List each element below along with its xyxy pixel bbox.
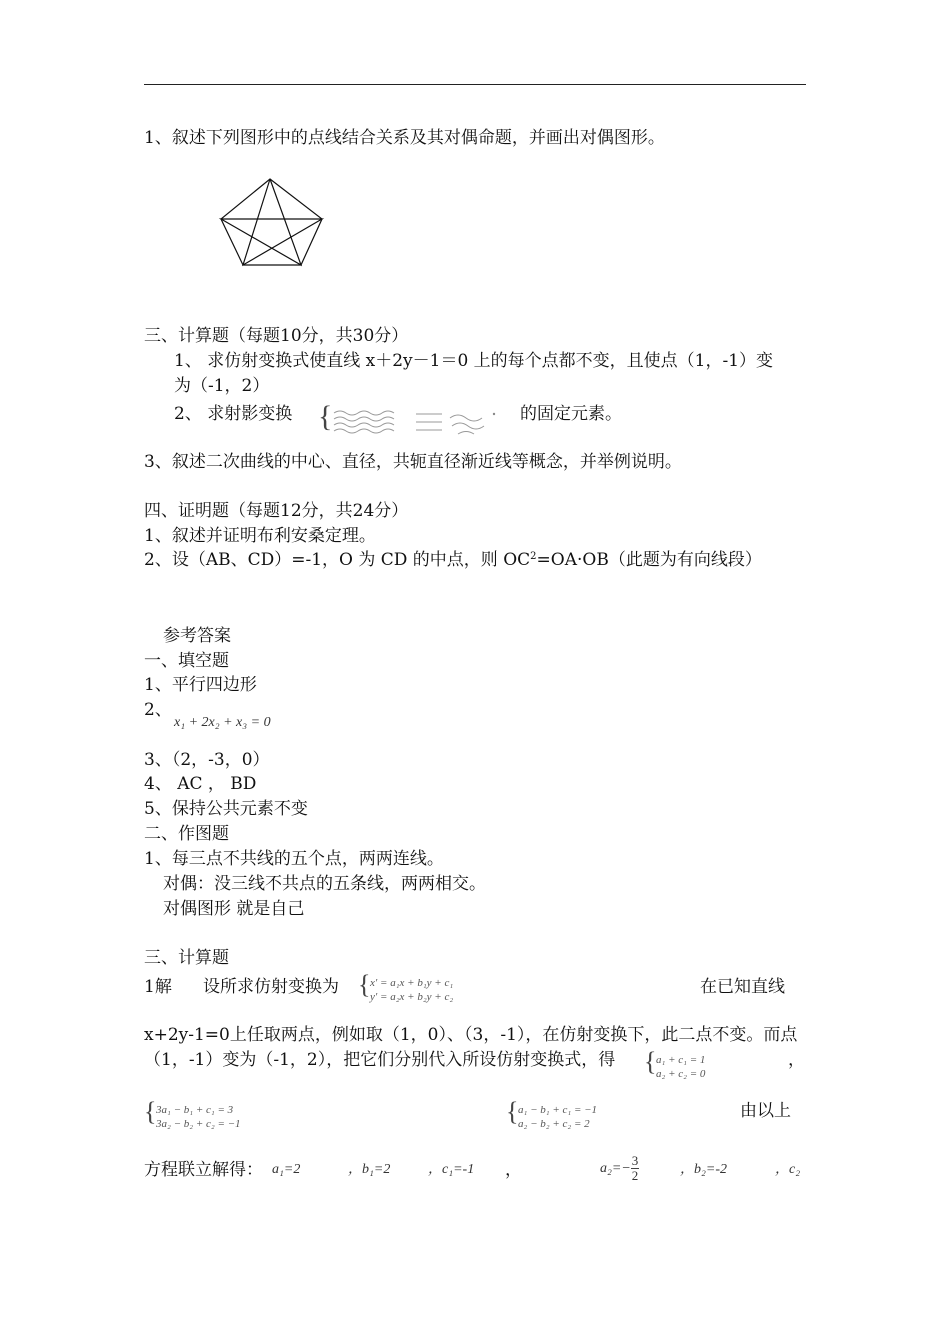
solution-c2: ，c₂ bbox=[775, 1162, 801, 1177]
answer-from-above: 由以上 bbox=[740, 1101, 791, 1121]
system1-brace: { bbox=[644, 1047, 657, 1076]
solution-a2 bbox=[600, 1152, 639, 1186]
pentagram-figure bbox=[214, 176, 328, 268]
system3-brace: { bbox=[506, 1097, 519, 1126]
answer-section1-title: 一、填空题 bbox=[144, 651, 229, 671]
calc-question-1-line1: 1、 求仿射变换式使直线 x＋2y－1＝0 上的每个点都不变，且使点（1，-1）变 bbox=[174, 351, 774, 371]
system3-eq1: a₁ − b₁ + c₁ = −1 bbox=[518, 1104, 598, 1116]
affine-system-brace: { bbox=[358, 970, 371, 999]
solution-separator: ， bbox=[505, 1160, 522, 1180]
answer-1-4: 4、 AC ， BD bbox=[144, 774, 257, 794]
system2-eq1: 3a₁ − b₁ + c₁ = 3 bbox=[156, 1104, 234, 1116]
answers-title: 参考答案 bbox=[163, 626, 231, 646]
answer-2-dual-figure: 对偶图形 就是自己 bbox=[163, 899, 305, 919]
calc-question-2-prefix: 2、 求射影变换 bbox=[174, 404, 293, 424]
section3-title: 三、计算题（每题10分，共30分） bbox=[144, 326, 409, 346]
proof-q2-part2: =OA·OB（此题为有向线段） bbox=[536, 550, 762, 570]
affine-system-eq1: x′ = a₁x + b₁y + c₁ bbox=[370, 977, 454, 989]
system3-eq2: a₂ − b₂ + c₂ = 2 bbox=[518, 1118, 590, 1130]
fraction-numerator: 3 bbox=[631, 1153, 639, 1169]
answer-1-5: 5、保持公共元素不变 bbox=[144, 799, 308, 819]
fraction-denominator: 2 bbox=[631, 1168, 639, 1184]
system2-brace: { bbox=[144, 1097, 157, 1126]
answer-1-2-formula: x₁ + 2x₂ + x₃ = 0 bbox=[174, 715, 271, 730]
section2-question-1: 1、叙述下列图形中的点线结合关系及其对偶命题，并画出对偶图形。 bbox=[144, 128, 665, 148]
solution-a2-fraction bbox=[631, 1154, 640, 1183]
proof-q2-superscript: 2 bbox=[530, 551, 537, 562]
calc-question-3: 3、叙述二次曲线的中心、直径，共轭直径渐近线等概念，并举例说明。 bbox=[144, 452, 682, 472]
answer-1-3: 3、（2，-3，0） bbox=[144, 750, 270, 770]
answer-section3-title: 三、计算题 bbox=[144, 948, 229, 968]
projective-transform-image: { bbox=[318, 404, 512, 438]
answer-2-dual: 对偶：没三线不共点的五条线，两两相交。 bbox=[163, 874, 486, 894]
answer-2-1: 1、每三点不共线的五个点，两两连线。 bbox=[144, 849, 444, 869]
solution-a1: a₁=2 bbox=[272, 1162, 301, 1177]
answer-1-2-label: 2、 bbox=[144, 700, 172, 720]
proof-q2-part1: 2、设（AB、CD）=-1，O 为 CD 的中点，则 OC bbox=[144, 550, 531, 570]
solution-b2: ，b₂=-2 bbox=[680, 1162, 727, 1177]
system2-eq2: 3a₂ − b₂ + c₂ = −1 bbox=[156, 1118, 241, 1130]
pentagon-outline bbox=[221, 179, 322, 265]
answer-3-1-intro: 设所求仿射变换为 bbox=[203, 977, 339, 997]
answer-3-1-tail: 在已知直线 bbox=[700, 977, 785, 997]
calc-question-2-suffix: 的固定元素。 bbox=[520, 404, 622, 424]
system1-comma: ， bbox=[788, 1050, 805, 1070]
answer-section2-title: 二、作图题 bbox=[144, 824, 229, 844]
proof-question-2 bbox=[144, 549, 762, 571]
solution-c1: ，c₁=-1 bbox=[428, 1162, 475, 1177]
answer-3-1-line2: x+2y-1=0上任取两点，例如取（1，0）、（3，-1），在仿射变换下，此二点不变。而点 bbox=[144, 1025, 798, 1045]
proof-question-1: 1、叙述并证明布利安桑定理。 bbox=[144, 526, 376, 546]
solution-b1: ，b₁=2 bbox=[348, 1162, 391, 1177]
affine-system-eq2: y′ = a₂x + b₂y + c₂ bbox=[370, 991, 454, 1003]
system1-eq1: a₁ + c₁ = 1 bbox=[656, 1054, 706, 1066]
header-rule bbox=[144, 84, 806, 85]
answer-3-1-line3: （1，-1）变为（-1，2），把它们分别代入所设仿射变换式，得 bbox=[144, 1050, 616, 1070]
answer-3-1-label: 1解 bbox=[144, 977, 172, 997]
system1-eq2: a₂ + c₂ = 0 bbox=[656, 1068, 706, 1080]
section4-title: 四、证明题（每题12分，共24分） bbox=[144, 501, 409, 521]
answer-solve-label: 方程联立解得： bbox=[144, 1160, 263, 1180]
answer-1-1: 1、平行四边形 bbox=[144, 675, 257, 695]
solution-a2-prefix: a₂=− bbox=[600, 1161, 631, 1176]
calc-question-1-line2: 为（-1，2） bbox=[174, 376, 270, 396]
